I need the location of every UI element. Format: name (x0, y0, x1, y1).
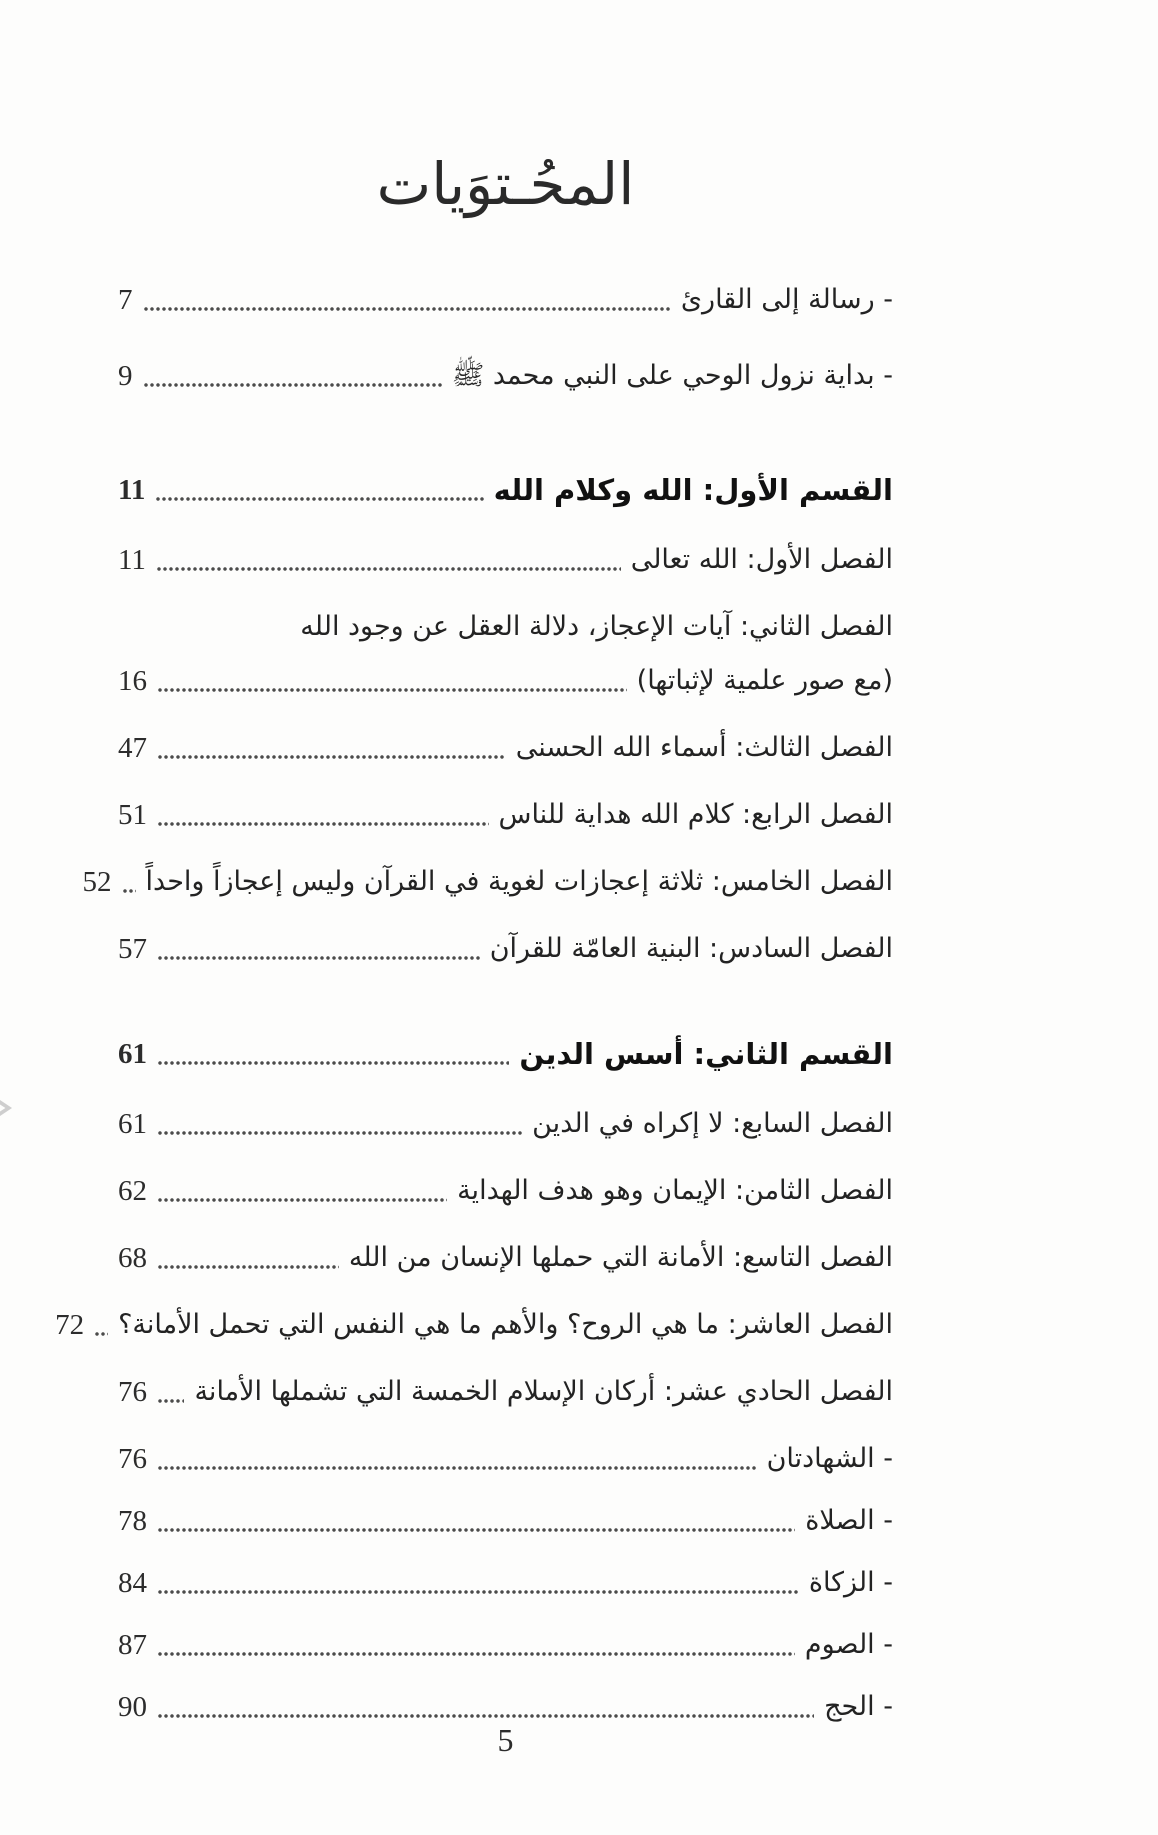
toc-entry-page-number: 62 (118, 1175, 147, 1207)
toc-entry-label: الفصل العاشر: ما هي الروح؟ والأهم ما هي النفس التي تحمل الأمانة؟ (118, 1309, 893, 1340)
toc-entry-page-number: 52 (82, 866, 112, 898)
toc-entry (118, 607, 893, 647)
dot-leader (157, 1059, 509, 1066)
dot-leader (122, 887, 136, 894)
toc-entry-label: الفصل الثاني: آيات الإعجاز، دلالة العقل عن وجود الله (300, 611, 893, 642)
dot-leader (157, 1712, 814, 1719)
dot-leader (157, 753, 506, 760)
toc-entry-label: القسم الثاني: أسس الدين (519, 1037, 893, 1071)
toc-entry-page-number: 9 (118, 360, 133, 392)
toc-entry-label: الفصل السادس: البنية العامّة للقرآن (489, 933, 893, 964)
toc-entry (82, 862, 893, 902)
dot-leader (157, 954, 480, 961)
dot-leader (157, 686, 627, 693)
toc-entry (118, 1625, 893, 1665)
toc-entry (118, 1034, 893, 1074)
toc-entry-label: - الصلاة (805, 1505, 893, 1536)
dot-leader (143, 305, 671, 312)
toc-entry-page-number: 11 (118, 474, 146, 506)
toc-entry (118, 728, 893, 768)
toc-entry-label: - الزكاة (808, 1567, 893, 1598)
dot-leader (157, 1464, 757, 1471)
toc-entry (118, 1563, 893, 1603)
dot-leader (143, 381, 442, 388)
toc-entry-page-number: 61 (118, 1108, 147, 1140)
toc-entry-label: الفصل الثامن: الإيمان وهو هدف الهداية (457, 1175, 893, 1206)
page-title: المحُـتوَيات (376, 150, 635, 218)
toc-entry-label: الفصل الحادي عشر: أركان الإسلام الخمسة التي تشملها الأمانة (194, 1376, 893, 1407)
dot-leader (157, 1588, 799, 1595)
toc-entry (118, 1171, 893, 1211)
dot-leader (157, 1196, 447, 1203)
toc-entry-label: - بداية نزول الوحي على النبي محمد ﷺ (451, 360, 893, 391)
dot-leader (156, 565, 621, 572)
toc-entry-label: الفصل الرابع: كلام الله هداية للناس (498, 799, 893, 830)
toc-entry-page-number: 78 (118, 1505, 147, 1537)
toc-entry (118, 1372, 893, 1412)
toc-entry-page-number: 84 (118, 1567, 147, 1599)
toc-entry-label: الفصل الخامس: ثلاثة إعجازات لغوية في القرآن وليس إعجازاً واحداً (145, 866, 893, 897)
toc-entry-label: - الصوم (804, 1629, 893, 1660)
toc-entry (118, 929, 893, 969)
toc-entry-page-number: 68 (118, 1242, 147, 1274)
dot-leader (155, 495, 483, 502)
toc-entry (118, 795, 893, 835)
toc-entry-label: الفصل التاسع: الأمانة التي حملها الإنسان من الله (348, 1242, 893, 1273)
toc-entry (118, 356, 893, 396)
footer-page-number: 5 (497, 1722, 514, 1758)
toc-entry (118, 661, 893, 701)
dot-leader (157, 1263, 339, 1270)
dot-leader (157, 1129, 522, 1136)
toc-entry-page-number: 51 (118, 799, 147, 831)
toc-entry-label: الفصل الثالث: أسماء الله الحسنى (515, 732, 893, 763)
toc-entry-page-number: 76 (118, 1443, 147, 1475)
toc-entry-page-number: 47 (118, 732, 147, 764)
toc-entry (118, 1238, 893, 1278)
toc-entry-page-number: 11 (118, 544, 146, 576)
toc-entry-page-number: 72 (55, 1309, 85, 1341)
toc-entry-label: - الحج (824, 1691, 893, 1722)
dot-leader (94, 1330, 108, 1337)
toc-entry-page-number: 57 (118, 933, 147, 965)
toc-entry-page-number: 61 (118, 1038, 147, 1070)
toc-entry-page-number: 87 (118, 1629, 147, 1661)
dot-leader (157, 1526, 795, 1533)
toc-entry-page-number: 76 (118, 1376, 147, 1408)
scan-artifact-mark (0, 1100, 12, 1116)
toc-entry-page-number: 7 (118, 284, 133, 316)
toc-entry (118, 1439, 893, 1479)
toc-content (55, 150, 893, 1749)
toc-entry-label: (مع صور علمية لإثباتها) (636, 665, 893, 696)
toc-entry (118, 470, 893, 510)
dot-leader (157, 1397, 184, 1404)
toc-entry (118, 540, 893, 580)
toc-entry-label: الفصل الأول: الله تعالى (630, 544, 893, 575)
toc-entry (118, 1687, 893, 1727)
toc-entry-label: - رسالة إلى القارئ (680, 284, 893, 315)
toc-entry-label: - الشهادتان (766, 1443, 893, 1474)
toc-entry (55, 1305, 893, 1345)
toc-list (55, 280, 893, 1749)
toc-entry (118, 1104, 893, 1144)
dot-leader (157, 1650, 795, 1657)
dot-leader (157, 820, 489, 827)
toc-entry-label: القسم الأول: الله وكلام الله (493, 473, 893, 507)
toc-entry (118, 1501, 893, 1541)
toc-entry-label: الفصل السابع: لا إكراه في الدين (532, 1108, 893, 1139)
toc-entry-page-number: 16 (118, 665, 147, 697)
toc-entry-page-number: 90 (118, 1691, 147, 1723)
toc-entry (118, 280, 893, 320)
